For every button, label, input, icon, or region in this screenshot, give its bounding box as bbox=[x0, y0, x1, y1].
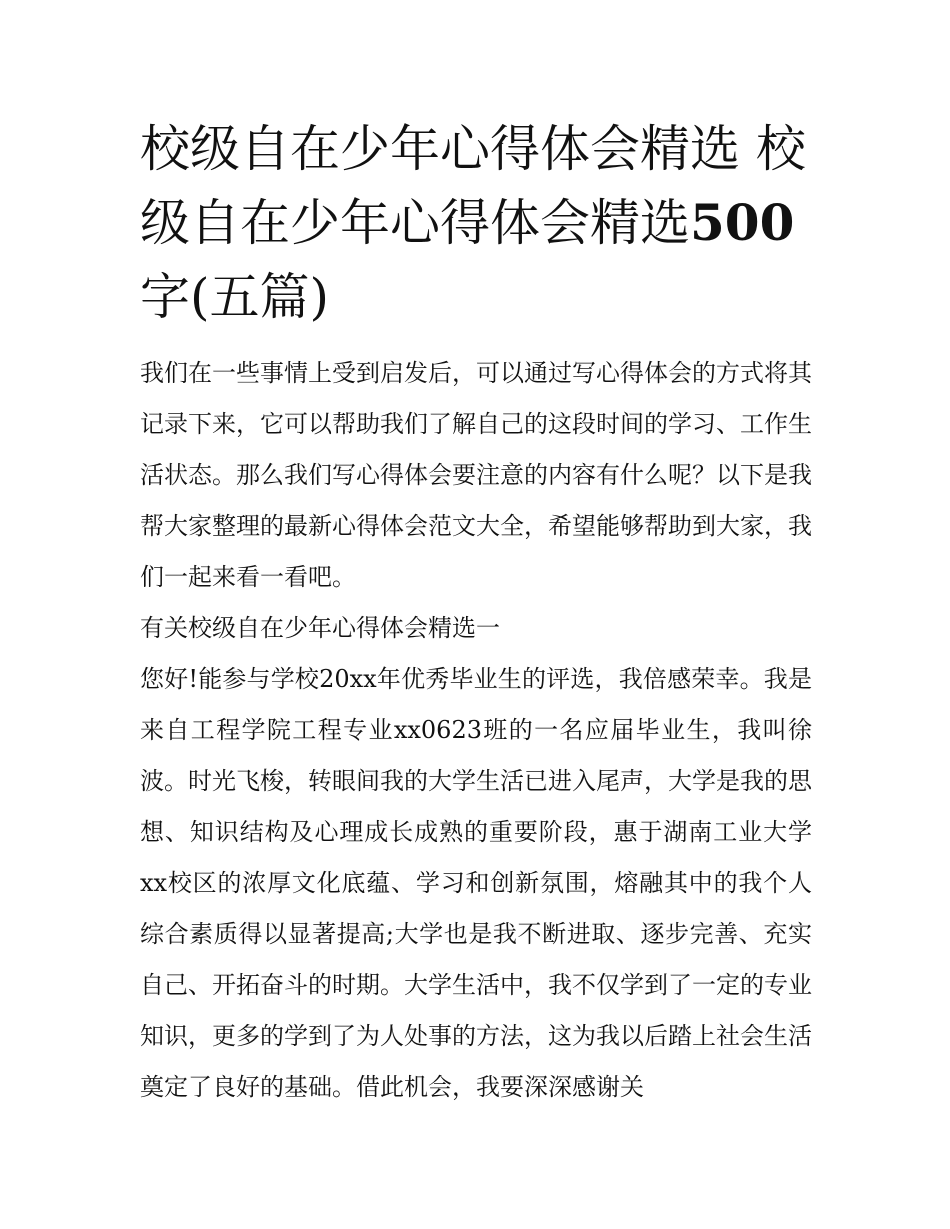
intro-paragraph: 我们在一些事情上受到启发后，可以通过写心得体会的方式将其记录下来，它可以帮助我们了解自己的这段时间的学习、工作生活状态。那么我们写心得体会要注意的内容有什么呢？以下是我帮大家整理的最新心得体会范文大全，希望能够帮助到大家，我们一起来看一看吧。 bbox=[140, 359, 812, 591]
title-line-3: 字(五篇) bbox=[140, 268, 330, 326]
document-page bbox=[140, 112, 812, 1113]
title-number: 500 bbox=[690, 193, 795, 252]
section-body-paragraph: 您好!能参与学校20xx年优秀毕业生的评选，我倍感荣幸。我是来自工程学院工程专业xx0623班的一名应届毕业生，我叫徐波。时光飞梭，转眼间我的大学生活已进入尾声，大学是我的思想、知识结构及心理成长成熟的重要阶段，惠于湖南工业大学xx校区的浓厚文化底蕴、学习和创新氛围，熔融其中的我个人综合素质得以显著提高;大学也是我不断进取、逐步完善、充实自己、开拓奋斗的时期。大学生活中，我不仅学到了一定的专业知识，更多的学到了为人处事的方法，这为我以后踏上社会生活奠定了良好的基础。借此机会，我要深深感谢关 bbox=[140, 665, 812, 1101]
document-title bbox=[140, 112, 812, 334]
title-line-2: 级自在少年心得体会精选 bbox=[140, 194, 690, 252]
title-line-1: 校级自在少年心得体会精选 校 bbox=[140, 120, 806, 178]
section-heading: 有关校级自在少年心得体会精选一 bbox=[140, 614, 500, 642]
